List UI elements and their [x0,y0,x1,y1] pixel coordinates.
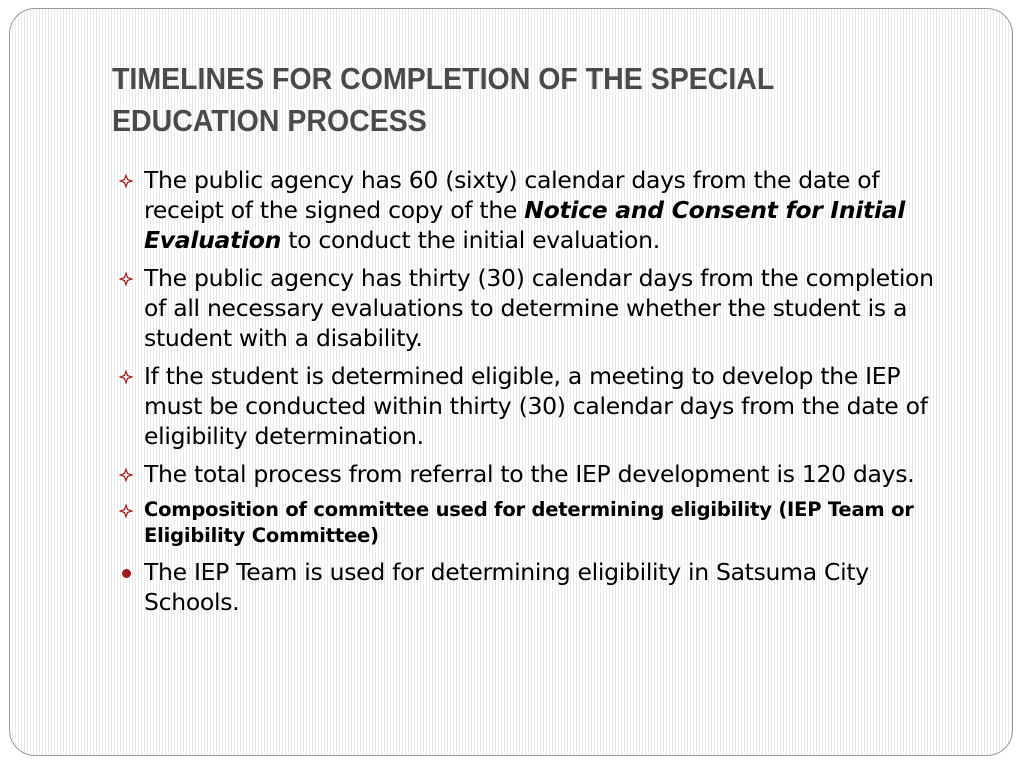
bullet-text: If the student is determined eligible, a meeting to develop the IEP must be conducted within thirty (30) calendar days from the date of eligibility determination. [144,362,928,450]
bullet-list [112,165,962,625]
diamond-bullet-icon [116,497,138,527]
diamond-bullet-icon [116,459,138,489]
bullet-text: The total process from referral to the IEP development is 120 days. [144,460,915,488]
diamond-bullet-icon [116,263,138,293]
diamond-bullet-icon [116,361,138,391]
bullet-text: The public agency has thirty (30) calendar days from the completion of all necessary evaluations to determine whether the student is a student with a disability. [144,264,934,352]
diamond-bullet-icon [116,165,138,195]
bullet-dot-icon [116,557,138,587]
bullet-item-iep-team [112,557,962,617]
bullet-text: Composition of committee used for determining eligibility (IEP Team or Eligibility Committee) [144,498,914,547]
slide-title: TIMELINES FOR COMPLETION OF THE SPECIAL EDUCATION PROCESS [112,61,774,138]
bullet-text-tail: to conduct the initial evaluation. [281,226,660,254]
bullet-item-initial-evaluation [112,165,962,255]
bullet-text-lead: The public agency has 60 (sixty) calendar days from the date of receipt of the signed copy of the [144,166,880,224]
bullet-item-iep-meeting [112,361,962,451]
bullet-text: The IEP Team is used for determining eligibility in Satsuma City Schools. [144,558,869,616]
bullet-item-eligibility-determination [112,263,962,353]
bullet-text-emphasis: Notice and Consent for Initial Evaluation [144,196,906,254]
bullet-item-total-process [112,459,962,489]
bullet-item-committee-composition [112,497,962,549]
